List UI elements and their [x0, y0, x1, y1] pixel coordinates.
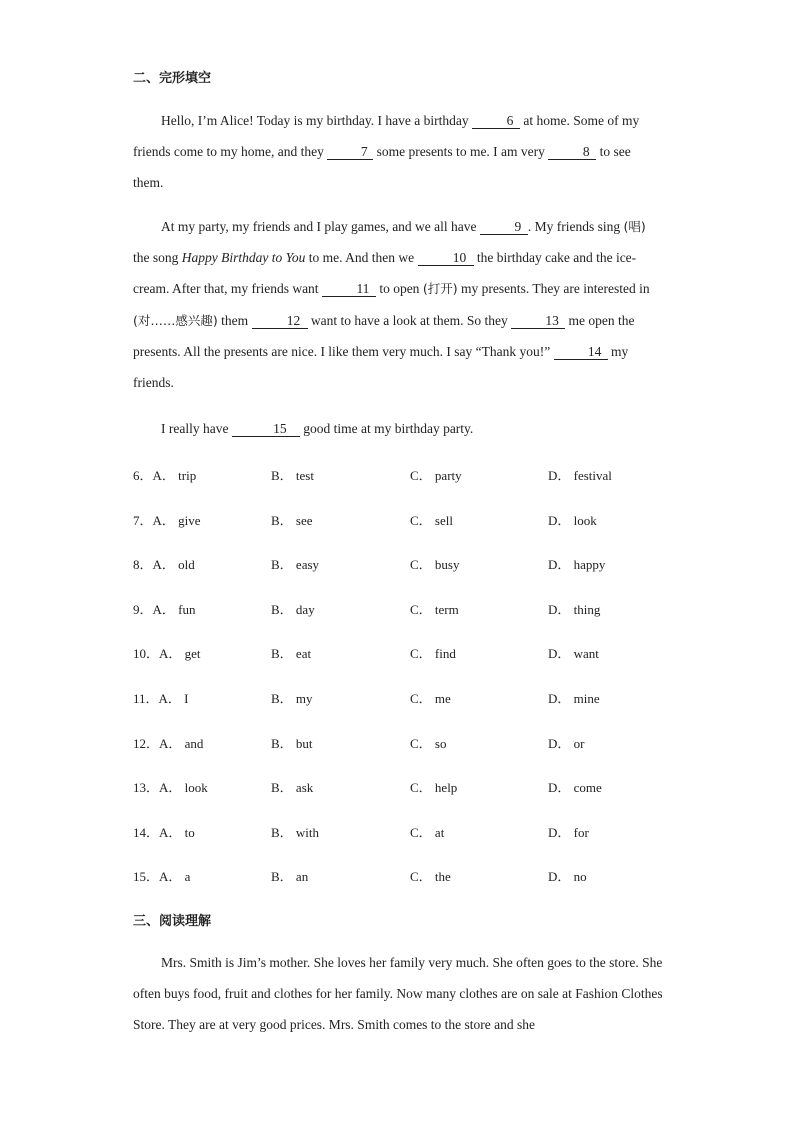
option-d[interactable]: D． mine: [548, 691, 600, 706]
blank-11: 11: [322, 281, 376, 297]
option-d[interactable]: D． no: [548, 869, 587, 885]
option-b[interactable]: B． but: [271, 735, 313, 751]
blank-10: 10: [418, 250, 474, 266]
option-b[interactable]: B． easy: [271, 557, 320, 573]
blank-9: 9: [480, 219, 528, 235]
question-number: 12．: [133, 735, 160, 751]
question-row: [133, 510, 693, 530]
blank-15: 15: [232, 421, 300, 437]
blank-12: 12: [252, 313, 308, 329]
option-a[interactable]: 12．A． and: [133, 735, 204, 751]
question-number: 7．: [133, 512, 153, 528]
blank-6: 6: [472, 113, 520, 129]
question-row: [133, 733, 693, 753]
option-d[interactable]: D． festival: [548, 468, 612, 483]
question-row: [133, 777, 693, 797]
option-a[interactable]: 8．A． old: [133, 557, 195, 573]
option-a[interactable]: 11．A． I: [133, 691, 189, 706]
blank-13: 13: [511, 313, 565, 329]
option-a[interactable]: 15．A． a: [133, 869, 191, 885]
option-c[interactable]: C． find: [410, 646, 456, 662]
option-a[interactable]: 10．A． get: [133, 646, 201, 662]
option-d[interactable]: D． want: [548, 646, 599, 662]
option-c[interactable]: C． busy: [410, 557, 460, 573]
question-number: 15．: [133, 869, 160, 885]
question-row: [133, 866, 693, 886]
question-row: [133, 688, 693, 708]
section-title-cloze: 二、完形填空: [133, 71, 212, 86]
option-b[interactable]: B． test: [271, 468, 314, 483]
question-number: 11．: [133, 691, 159, 706]
option-c[interactable]: C． sell: [410, 512, 453, 528]
option-b[interactable]: B． an: [271, 869, 309, 885]
option-b[interactable]: B． with: [271, 824, 320, 840]
question-row: [133, 465, 693, 485]
option-a[interactable]: 13．A． look: [133, 780, 208, 796]
question-number: 9．: [133, 601, 153, 617]
question-number: 10．: [133, 646, 160, 662]
reading-paragraph-1: Mrs. Smith is Jim’s mother. She loves her family very much. She often goes to the store. She often buys food, fruit and clothes for her family. Now many clothes are on sale at Fashion Clothes Store. They are at very good prices. Mrs. Smith comes to the store and she: [133, 955, 663, 1033]
blank-14: 14: [554, 344, 608, 360]
question-row: [133, 643, 693, 663]
question-number: 6．: [133, 468, 153, 483]
option-b[interactable]: B． my: [271, 691, 313, 706]
option-d[interactable]: D． come: [548, 780, 602, 796]
option-b[interactable]: B． see: [271, 512, 313, 528]
cloze-paragraph-3: I really have 15 good time at my birthday party.: [161, 421, 474, 436]
question-number: 8．: [133, 557, 153, 573]
option-b[interactable]: B． eat: [271, 646, 312, 662]
option-b[interactable]: B． ask: [271, 780, 314, 796]
option-c[interactable]: C． help: [410, 780, 458, 796]
option-b[interactable]: B． day: [271, 601, 315, 617]
option-a[interactable]: 14．A． to: [133, 824, 195, 840]
option-d[interactable]: D． look: [548, 512, 597, 528]
option-c[interactable]: C． at: [410, 824, 445, 840]
option-d[interactable]: D． or: [548, 735, 585, 751]
option-c[interactable]: C． so: [410, 735, 447, 751]
option-d[interactable]: D． thing: [548, 601, 601, 617]
blank-7: 7: [327, 144, 373, 160]
question-number: 13．: [133, 780, 160, 796]
question-row: [133, 822, 693, 842]
question-number: 14．: [133, 824, 160, 840]
option-c[interactable]: C． term: [410, 601, 459, 617]
option-d[interactable]: D． for: [548, 824, 589, 840]
question-row: [133, 554, 693, 574]
option-c[interactable]: C． me: [410, 691, 451, 706]
option-a[interactable]: 6．A． trip: [133, 468, 197, 483]
song-title: Happy Birthday to You: [181, 250, 306, 266]
blank-8: 8: [548, 144, 596, 160]
cloze-paragraph-2: At my party, my friends and I play games, and we all have 9 . My friends sing (唱) the song Happy Birthday to You to me. And then we 10 the birthday cake and the ice-cream. After that, my friends want 11 to open (打开) my presents. They are interested in (对……感兴趣) them 12 want to have a look at them. So they 13 me open the presents. All the presents are nice. I like them very much. I say “Thank you!” 14 my friends.: [133, 219, 650, 391]
option-c[interactable]: C． party: [410, 468, 462, 483]
option-a[interactable]: 7．A． give: [133, 512, 201, 528]
cloze-paragraph-1: Hello, I’m Alice! Today is my birthday. I have a birthday 6 at home. Some of my friends come to my home, and they 7 some presents to me. I am very 8 to see them.: [133, 113, 640, 191]
option-d[interactable]: D． happy: [548, 557, 606, 573]
section-title-reading: 三、阅读理解: [133, 914, 212, 929]
option-a[interactable]: 9．A． fun: [133, 601, 196, 617]
option-c[interactable]: C． the: [410, 869, 451, 885]
question-row: [133, 599, 693, 619]
